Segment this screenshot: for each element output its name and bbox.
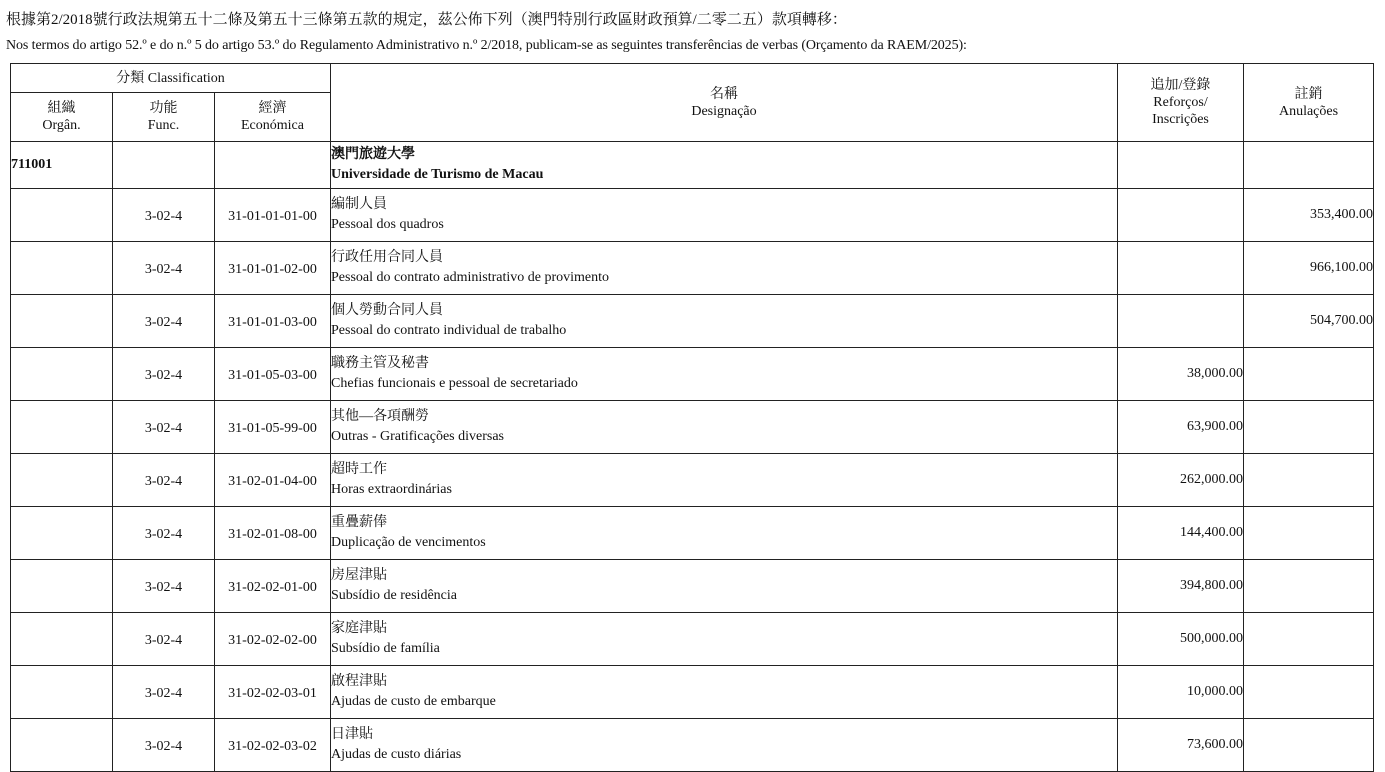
- table-row: [11, 454, 1374, 507]
- econ-code: 31-01-01-01-00: [215, 189, 331, 242]
- anulacao-amount: [1244, 401, 1374, 454]
- designation-pt: Ajudas de custo diárias: [331, 747, 462, 762]
- designation-cell: [331, 666, 1118, 719]
- reforco-amount: 73,600.00: [1118, 719, 1244, 772]
- designation-zh: 日津貼: [331, 727, 373, 742]
- reforco-amount: 38,000.00: [1118, 348, 1244, 401]
- designation-cell: [331, 454, 1118, 507]
- func-code: 3-02-4: [113, 560, 215, 613]
- designation-cell: [331, 295, 1118, 348]
- table-row: [11, 507, 1374, 560]
- anulacao-amount: [1244, 507, 1374, 560]
- designation-zh: 行政任用合同人員: [331, 250, 443, 265]
- reforco-amount: 394,800.00: [1118, 560, 1244, 613]
- func-code: 3-02-4: [113, 348, 215, 401]
- reinforcements-header-pt2: Inscrições: [1152, 112, 1209, 127]
- anulacao-amount: [1244, 560, 1374, 613]
- organ-cell: [11, 613, 113, 666]
- designation-pt: Pessoal dos quadros: [331, 217, 444, 232]
- organ-cell: [11, 719, 113, 772]
- entity-reforco-cell: [1118, 142, 1244, 189]
- economic-header-zh: 經濟: [258, 101, 287, 116]
- annulments-header: [1244, 64, 1374, 142]
- econ-code: 31-02-02-01-00: [215, 560, 331, 613]
- table-row: [11, 348, 1374, 401]
- entity-name-zh: 澳門旅遊大學: [331, 147, 415, 162]
- designation-cell: [331, 401, 1118, 454]
- designation-zh: 超時工作: [331, 462, 387, 477]
- reinforcements-header-zh: 追加/登錄: [1150, 78, 1211, 93]
- reforco-amount: 262,000.00: [1118, 454, 1244, 507]
- classification-header: 分類 Classification: [11, 64, 331, 93]
- reforco-amount: 144,400.00: [1118, 507, 1244, 560]
- organ-cell: [11, 348, 113, 401]
- organ-header-pt: Orgân.: [42, 118, 81, 133]
- designation-cell: [331, 242, 1118, 295]
- reforco-amount: 10,000.00: [1118, 666, 1244, 719]
- organ-cell: [11, 401, 113, 454]
- function-header-pt: Func.: [147, 118, 180, 133]
- organ-cell: [11, 560, 113, 613]
- reinforcements-header-pt1: Reforços/: [1153, 95, 1208, 110]
- designation-header-zh: 名稱: [710, 86, 738, 102]
- designation-pt: Subsídio de família: [331, 641, 440, 656]
- organ-cell: [11, 295, 113, 348]
- designation-pt: Chefias funcionais e pessoal de secretariado: [331, 376, 578, 391]
- designation-pt: Duplicação de vencimentos: [331, 535, 486, 550]
- table-row: [11, 613, 1374, 666]
- designation-zh: 啟程津貼: [331, 674, 387, 689]
- organ-header-zh: 組織: [47, 101, 76, 116]
- designation-pt: Pessoal do contrato individual de trabalho: [331, 323, 567, 338]
- anulacao-amount: 966,100.00: [1244, 242, 1374, 295]
- econ-code: 31-01-01-03-00: [215, 295, 331, 348]
- designation-cell: [331, 560, 1118, 613]
- table-row: [11, 242, 1374, 295]
- reforco-amount: [1118, 242, 1244, 295]
- table-row: [11, 295, 1374, 348]
- reforco-amount: [1118, 295, 1244, 348]
- designation-zh: 職務主管及秘書: [331, 356, 429, 371]
- func-code: 3-02-4: [113, 401, 215, 454]
- entity-func-cell: [113, 142, 215, 189]
- entity-designation: [331, 142, 1118, 189]
- transfers-body: [11, 142, 1374, 772]
- designation-pt: Pessoal do contrato administrativo de provimento: [331, 270, 610, 285]
- designation-header-pt: Designação: [691, 103, 757, 119]
- economic-header-pt: Económica: [241, 118, 304, 133]
- func-code: 3-02-4: [113, 295, 215, 348]
- designation-header: [331, 64, 1118, 142]
- econ-code: 31-02-02-02-00: [215, 613, 331, 666]
- econ-code: 31-01-05-99-00: [215, 401, 331, 454]
- reforco-amount: [1118, 189, 1244, 242]
- func-code: 3-02-4: [113, 189, 215, 242]
- function-header-zh: 功能: [149, 101, 178, 116]
- designation-cell: [331, 613, 1118, 666]
- econ-code: 31-01-01-02-00: [215, 242, 331, 295]
- designation-pt: Subsídio de residência: [331, 588, 457, 603]
- intro-chinese: 根據第2/2018號行政法規第五十二條及第五十三條第五款的規定，茲公佈下列（澳門特別行政區財政預算/二零二五）款項轉移：: [6, 12, 847, 28]
- function-header: [113, 93, 215, 142]
- organ-cell: [11, 454, 113, 507]
- table-row: [11, 719, 1374, 772]
- table-row: [11, 666, 1374, 719]
- econ-code: 31-02-02-03-02: [215, 719, 331, 772]
- designation-zh: 編制人員: [331, 197, 387, 212]
- designation-zh: 房屋津貼: [331, 568, 387, 583]
- organ-cell: [11, 242, 113, 295]
- designation-pt: Horas extraordinárias: [331, 482, 452, 497]
- entity-econ-cell: [215, 142, 331, 189]
- designation-cell: [331, 507, 1118, 560]
- reforco-amount: 500,000.00: [1118, 613, 1244, 666]
- econ-code: 31-02-01-08-00: [215, 507, 331, 560]
- organ-header: [11, 93, 113, 142]
- intro-portuguese: Nos termos do artigo 52.º e do n.º 5 do artigo 53.º do Regulamento Administrativo n.º 2/2018, publicam-se as seguintes transferências de verbas (Orçamento da RAEM/2025):: [6, 38, 967, 53]
- reforco-amount: 63,900.00: [1118, 401, 1244, 454]
- func-code: 3-02-4: [113, 613, 215, 666]
- anulacao-amount: 504,700.00: [1244, 295, 1374, 348]
- func-code: 3-02-4: [113, 719, 215, 772]
- anulacao-amount: [1244, 666, 1374, 719]
- econ-code: 31-02-02-03-01: [215, 666, 331, 719]
- entity-name-pt: Universidade de Turismo de Macau: [331, 167, 544, 182]
- reinforcements-header: [1118, 64, 1244, 142]
- designation-cell: [331, 719, 1118, 772]
- annulments-header-zh: 註銷: [1294, 86, 1323, 102]
- transfers-table: [10, 63, 1374, 772]
- func-code: 3-02-4: [113, 242, 215, 295]
- func-code: 3-02-4: [113, 454, 215, 507]
- anulacao-amount: [1244, 719, 1374, 772]
- organ-cell: [11, 666, 113, 719]
- designation-pt: Outras - Gratificações diversas: [331, 429, 504, 444]
- designation-zh: 重疊薪俸: [331, 515, 387, 530]
- designation-pt: Ajudas de custo de embarque: [331, 694, 496, 709]
- table-row: [11, 189, 1374, 242]
- annulments-header-pt: Anulações: [1278, 103, 1339, 119]
- organ-cell: [11, 189, 113, 242]
- designation-zh: 個人勞動合同人員: [331, 303, 443, 318]
- entity-anulacao-cell: [1244, 142, 1374, 189]
- func-code: 3-02-4: [113, 666, 215, 719]
- entity-row: [11, 142, 1374, 189]
- econ-code: 31-01-05-03-00: [215, 348, 331, 401]
- anulacao-amount: [1244, 613, 1374, 666]
- func-code: 3-02-4: [113, 507, 215, 560]
- organ-code: 711001: [11, 142, 113, 189]
- designation-cell: [331, 348, 1118, 401]
- designation-cell: [331, 189, 1118, 242]
- table-row: [11, 560, 1374, 613]
- economic-header: [215, 93, 331, 142]
- designation-zh: 家庭津貼: [331, 621, 387, 636]
- designation-zh: 其他—各項酬勞: [331, 409, 429, 424]
- econ-code: 31-02-01-04-00: [215, 454, 331, 507]
- anulacao-amount: 353,400.00: [1244, 189, 1374, 242]
- organ-cell: [11, 507, 113, 560]
- anulacao-amount: [1244, 454, 1374, 507]
- table-row: [11, 401, 1374, 454]
- anulacao-amount: [1244, 348, 1374, 401]
